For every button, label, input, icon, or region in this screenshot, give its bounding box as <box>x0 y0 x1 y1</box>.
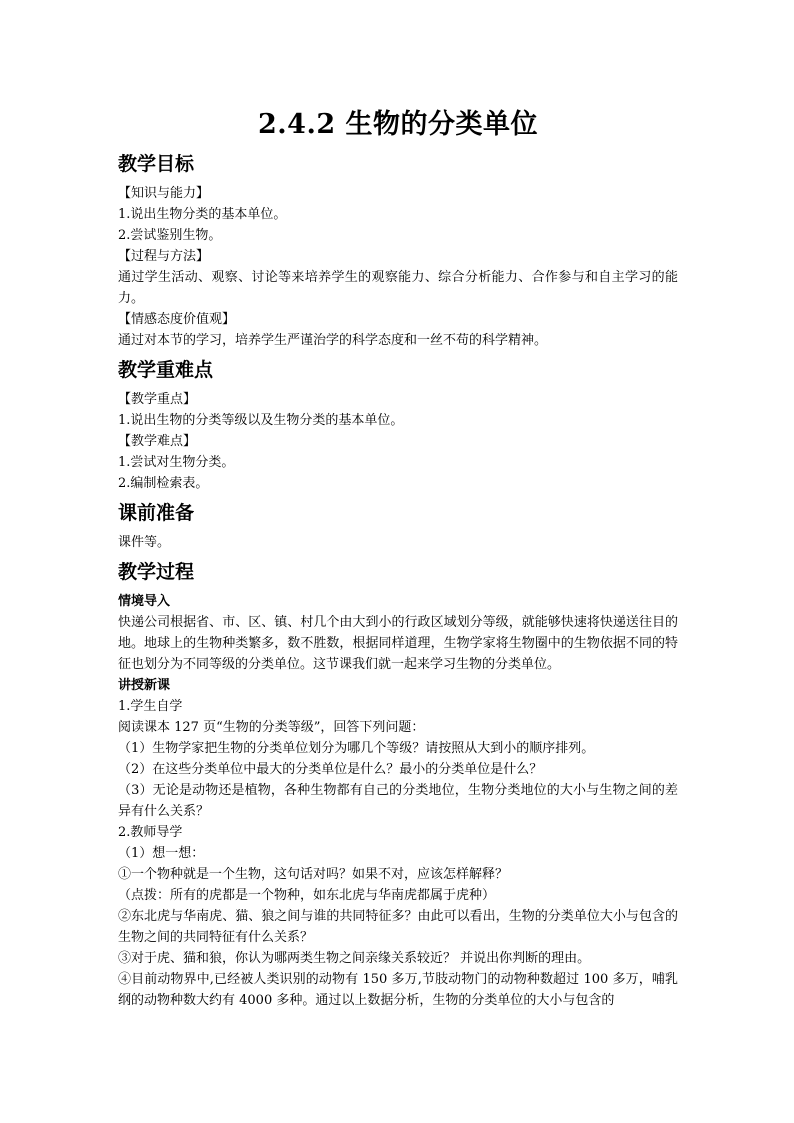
label-focus: 【教学重点】 <box>118 392 197 407</box>
think-4: ④目前动物界中,已经被人类识别的动物有 150 多万,节肢动物门的动物种数超过 100 多万，哺乳纲的动物种数大约有 4000 多种。通过以上数据分析，生物的分类单位的大小与包含的 <box>118 972 678 1008</box>
objective-e1: 通过对本节的学习，培养学生严谨治学的科学态度和一丝不苟的科学精神。 <box>118 333 548 348</box>
new-lesson-label: 讲授新课 <box>118 678 171 693</box>
intro-label: 情境导入 <box>118 594 171 609</box>
label-emotion: 【情感态度价值观】 <box>118 312 236 327</box>
label-process: 【过程与方法】 <box>118 249 210 264</box>
objective-k2: 2.尝试鉴别生物。 <box>118 228 222 243</box>
section-heading-prep: 课前准备 <box>118 502 195 524</box>
think-3: ③对于虎、猫和狼，你认为哪两类生物之间亲缘关系较近？ 并说出你判断的理由。 <box>118 951 591 966</box>
think-2: ②东北虎与华南虎、猫、狼之间与谁的共同特征多？由此可以看出，生物的分类单位大小与包含的生物之间的共同特征有什么关系？ <box>118 909 678 945</box>
question-2: （2）在这些分类单位中最大的分类单位是什么？最小的分类单位是什么？ <box>118 762 543 777</box>
section-heading-keypoints: 教学重难点 <box>118 359 214 381</box>
question-1: （1）生物学家把生物的分类单位划分为哪几个等级？请按照从大到小的顺序排列。 <box>118 741 595 756</box>
objective-p1: 通过学生活动、观察、讨论等来培养学生的观察能力、综合分析能力、合作参与和自主学习的能力。 <box>118 270 678 306</box>
think-label: （1）想一想： <box>118 846 205 861</box>
difficulty-2: 2.编制检索表。 <box>118 476 209 491</box>
intro-text: 快递公司根据省、市、区、镇、村几个由大到小的行政区域划分等级，就能够快速将快递送往目的地。地球上的生物种类繁多，数不胜数，根据同样道理，生物学家将生物圈中的生物依据不同的特征也划分为不同等级的分类单位。这节课我们就一起来学习生物的分类单位。 <box>118 615 678 672</box>
section-heading-objectives: 教学目标 <box>118 153 195 175</box>
step-2: 2.教师导学 <box>118 825 183 840</box>
focus-1: 1.说出生物的分类等级以及生物分类的基本单位。 <box>118 413 404 428</box>
document-page <box>118 96 678 1011</box>
think-1-hint: （点拨：所有的虎都是一个物种，如东北虎与华南虎都属于虎种） <box>118 888 496 903</box>
section-heading-process: 教学过程 <box>118 561 195 583</box>
difficulty-1: 1.尝试对生物分类。 <box>118 455 235 470</box>
think-1: ①一个物种就是一个生物，这句话对吗？如果不对，应该怎样解释？ <box>118 867 509 882</box>
label-difficulty: 【教学难点】 <box>118 434 197 449</box>
objective-k1: 1.说出生物分类的基本单位。 <box>118 207 287 222</box>
prep-text: 课件等。 <box>118 535 171 550</box>
question-3: （3）无论是动物还是植物，各种生物都有自己的分类地位，生物分类地位的大小与生物之间的差异有什么关系？ <box>118 783 678 819</box>
step-1: 1.学生自学 <box>118 699 183 714</box>
document-title: 2.4.2 生物的分类单位 <box>257 109 539 140</box>
step-1-intro: 阅读课本 127 页“生物的分类等级”，回答下列问题： <box>118 720 425 735</box>
label-knowledge: 【知识与能力】 <box>118 186 210 201</box>
